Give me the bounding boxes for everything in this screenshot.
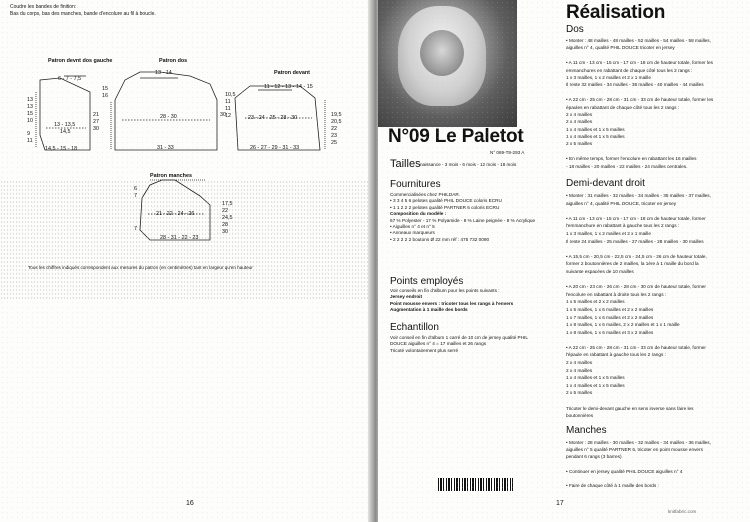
points-line: Jersey endroit bbox=[390, 294, 423, 300]
dim-label: 27 bbox=[93, 119, 99, 125]
dim-label: 28 bbox=[222, 222, 228, 228]
dim-label: 30 bbox=[220, 112, 226, 118]
pattern-dos-gauche-shape bbox=[40, 78, 90, 150]
dim-label: 13 - 14 bbox=[155, 70, 172, 76]
manches-instructions bbox=[566, 440, 711, 490]
manches-line: • Monter : 28 mailles - 30 mailles - 32 mailles - 34 mailles - 36 mailles, bbox=[566, 440, 711, 445]
demi-devant-line: • A 22 cm - 25 cm - 28 cm - 31 cm - 33 cm de hauteur totale, former bbox=[566, 344, 706, 350]
dim-label: 12 bbox=[225, 113, 231, 119]
points-line: Augmentation à 1 maille des bords bbox=[390, 307, 468, 313]
fournitures-list bbox=[390, 192, 535, 243]
demi-devant-line: 1 x 4 mailles et 1 x 5 mailles bbox=[566, 375, 625, 381]
fournitures-line: • 1 1 2 2 2 pelotes qualité PARTNER 6 coloris ECRU bbox=[390, 204, 500, 210]
baby-photo bbox=[378, 0, 517, 127]
dim-label: 10,5 bbox=[225, 92, 236, 98]
dos-line: épaules en rabattant de chaque côté tous les 2 rangs : bbox=[566, 104, 680, 110]
fournitures-line: • 2 2 2 2 2 boutons Ø 22 mm réf : 475 732 0090 bbox=[390, 236, 490, 242]
dim-label: 28 - 31 - 22 - 23 bbox=[160, 235, 199, 241]
pattern-note: Tous les chiffres indiqués correspondent aux mesures du patron (en centimètres) tant en largeur qu'en hauteur bbox=[28, 265, 253, 270]
dim-label: 11 bbox=[225, 106, 231, 112]
pattern-title-dos: Patron dos bbox=[159, 58, 188, 64]
points-list bbox=[390, 288, 513, 314]
dos-line: 2 x 5 mailles bbox=[566, 141, 593, 147]
tailles-title: Tailles bbox=[390, 158, 421, 170]
fournitures-line: 67 % Polyester - 17 % Polyamide - 8 % Laine peignée - 8 % Acrylique bbox=[390, 217, 536, 223]
dim-label: 20,5 bbox=[331, 119, 342, 125]
dim-label: 11 bbox=[225, 99, 231, 105]
demi-devant-line: • A 20 cm - 23 cm - 26 cm - 28 cm - 30 cm de hauteur totale, former bbox=[566, 284, 706, 290]
echantillon-line: Tricoté volontairement plus serré bbox=[390, 347, 459, 353]
realisation-title: Réalisation bbox=[566, 2, 666, 23]
dos-line: 1 x 4 mailles et 1 x 5 mailles bbox=[566, 134, 625, 140]
intro-line: Bas du corps, bas des manches, bande d'encolure au fil à boucle. bbox=[10, 11, 156, 17]
dim-label: 9 bbox=[27, 131, 30, 137]
dim-label: 16 bbox=[102, 93, 108, 99]
dim-label: 30 bbox=[93, 126, 99, 132]
demi-devant-line: l'épaule en rabattant à gauche tous les 2 rangs : bbox=[566, 352, 666, 358]
dim-label: 21 - 22 - 24 - 26 bbox=[156, 211, 195, 217]
demi-devant-line: Tricoter le demi-devant gauche en sens inverse sans faire les bbox=[566, 405, 694, 411]
echantillon-title: Echantillon bbox=[390, 322, 439, 333]
dim-label: 14,5 bbox=[60, 129, 71, 135]
demi-devant-instructions bbox=[566, 193, 711, 421]
demi-devant-line: boutonnières bbox=[566, 413, 594, 419]
dos-line bbox=[566, 149, 713, 156]
demi-devant-line: • A 11 cm - 13 cm - 15 cm - 17 cm - 18 cm de hauteur totale, former bbox=[566, 215, 706, 221]
pattern-manches-shape bbox=[140, 180, 210, 240]
dos-line: Il reste 32 mailles - 34 mailles - 38 mailles - 40 mailles - 44 mailles bbox=[566, 82, 704, 88]
demi-devant-line: 1 x 8 mailles, 1 x 6 mailles et 3 x 2 mailles bbox=[566, 329, 654, 335]
pattern-title-devant: Patron devant bbox=[274, 70, 310, 76]
photo-face bbox=[420, 30, 464, 76]
dim-label: 17,5 bbox=[222, 201, 233, 207]
fournitures-line: • Anneaux marqueurs bbox=[390, 230, 435, 236]
demi-devant-title: Demi-devant droit bbox=[566, 178, 645, 189]
echantillon-line: Voir conseil en fin d'album 1 carré de 10 cm de jersey qualité PHIL bbox=[390, 335, 528, 340]
demi-devant-line: • Monter : 31 mailles - 32 mailles - 34 mailles - 35 mailles - 37 mailles, bbox=[566, 193, 711, 198]
demi-devant-line: 1 x 3 mailles, 1 x 2 mailles et 2 x 1 maille bbox=[566, 230, 651, 236]
manches-line bbox=[566, 476, 711, 483]
demi-devant-line: 2 x 4 mailles bbox=[566, 360, 593, 366]
dim-label: 22 bbox=[331, 126, 337, 132]
dim-label: 13 bbox=[27, 104, 33, 110]
dos-line: 1 x 4 mailles et 1 x 5 mailles bbox=[566, 126, 625, 132]
dim-label: 14,5 - 15 - 18 bbox=[45, 146, 78, 152]
manches-line: • Continuer en jersey qualité PHIL DOUCE aiguilles n° 4 bbox=[566, 468, 683, 474]
dim-label: 10 bbox=[27, 118, 33, 124]
echantillon-list bbox=[390, 335, 528, 354]
dim-label: 23 bbox=[331, 133, 337, 139]
dos-line: 2 x 4 mailles bbox=[566, 119, 593, 125]
dim-label: 7 bbox=[134, 193, 137, 199]
dim-label: 15 bbox=[27, 111, 33, 117]
demi-devant-line: • A 15,5 cm - 20,5 cm - 22,5 cm - 24,5 cm - 26 cm de hauteur totale, bbox=[566, 253, 707, 259]
dos-title: Dos bbox=[566, 24, 584, 35]
dim-label: 13 - 13,5 bbox=[54, 122, 76, 128]
dim-label: 30 bbox=[222, 229, 228, 235]
demi-devant-line: 1 x 7 mailles, 1 x 6 mailles et 2 x 2 mailles bbox=[566, 314, 654, 320]
pattern-title-manches: Patron manches bbox=[150, 173, 192, 179]
dos-line: • A 22 cm - 25 cm - 28 cm - 31 cm - 33 cm de hauteur totale, former les bbox=[566, 97, 714, 103]
dim-label: 25 bbox=[331, 140, 337, 146]
demi-devant-line: l'encolure en rabattant à droite tous les 2 rangs : bbox=[566, 291, 667, 297]
manches-title: Manches bbox=[566, 425, 607, 436]
demi-devant-line: 1 x 4 mailles et 1 x 5 mailles bbox=[566, 382, 625, 388]
demi-devant-line: l'emmanchure en rabattant à gauche tous les 2 rangs : bbox=[566, 223, 680, 229]
demi-devant-line: aiguilles n° 4, qualité PHIL DOUCE, tricoter en jersey bbox=[566, 200, 677, 206]
manches-line: pendant 6 rangs (3 barres) bbox=[566, 454, 622, 460]
demi-devant-line bbox=[566, 398, 711, 406]
dim-label: 31 - 33 bbox=[157, 145, 174, 151]
dim-label: 24,5 bbox=[222, 215, 233, 221]
dim-label: 11 bbox=[27, 138, 33, 144]
page-number-right: 17 bbox=[556, 500, 564, 507]
manches-line: aiguilles n° 5 qualité PARTNER 6, tricoter en point mousse envers bbox=[566, 447, 703, 453]
dim-label: 13 bbox=[27, 97, 33, 103]
demi-devant-line: 1 x 5 mailles et 2 x 2 mailles bbox=[566, 299, 625, 305]
dos-line: aiguilles n° 4, qualité PHIL DOUCE tricoter en jersey bbox=[566, 45, 675, 51]
dim-label: 21 bbox=[93, 112, 99, 118]
dos-line: - 18 mailles - 20 mailles - 22 mailles - 24 mailles centrales. bbox=[566, 163, 688, 169]
watermark-text: knitfabric.com bbox=[668, 509, 697, 514]
fournitures-line: Composition du modèle : bbox=[390, 211, 447, 217]
demi-devant-line bbox=[566, 277, 711, 285]
dos-line bbox=[566, 90, 713, 97]
dos-line: emmanchures en rabattant de chaque côté tous les 2 rangs : bbox=[566, 67, 693, 73]
demi-devant-line: suivante espacées de 10 mailles bbox=[566, 268, 634, 274]
right-page bbox=[378, 0, 750, 522]
dim-label: 11 - 12 - 13 - 14 - 15 bbox=[264, 84, 313, 90]
dim-label: 19,5 bbox=[331, 112, 342, 118]
fournitures-title: Fournitures bbox=[390, 179, 441, 190]
fournitures-line: • Aiguilles n° 4 et n° 5 bbox=[390, 224, 435, 230]
left-page bbox=[0, 0, 372, 522]
page-number-left: 16 bbox=[186, 500, 194, 507]
demi-devant-line bbox=[566, 246, 711, 254]
manches-line bbox=[566, 462, 711, 469]
manches-line: • Faire de chaque côté à 1 maille des bords : bbox=[566, 483, 659, 489]
demi-devant-line: former 2 boutonnières de 2 mailles, la 1ère à 1 maille du bord la bbox=[566, 261, 699, 267]
dos-instructions bbox=[566, 38, 713, 171]
demi-devant-line: Il reste 24 mailles - 25 mailles - 27 mailles - 28 mailles - 30 mailles bbox=[566, 238, 704, 244]
dos-line bbox=[566, 53, 713, 60]
dos-line: • En même temps, former l'encolure en rabattant les 16 mailles bbox=[566, 156, 697, 162]
dim-label: 15 bbox=[102, 86, 108, 92]
dim-label: 6 bbox=[134, 186, 137, 192]
dim-label: 23 - 24 - 25 - 28 - 30 bbox=[248, 115, 298, 121]
model-reference: N° 069-T8-293 A bbox=[490, 150, 525, 155]
pattern-dos-shape bbox=[115, 72, 217, 150]
dos-line: 1 x 3 mailles, 1 x 2 mailles et 2 x 1 maille bbox=[566, 74, 651, 80]
dim-label: 6 - 7 - 7,5 bbox=[58, 76, 82, 82]
tailles-value: naissance - 3 mois - 6 mois - 12 mois - 18 mois bbox=[420, 162, 517, 167]
dim-label: 28 - 30 bbox=[160, 114, 177, 120]
demi-devant-line bbox=[566, 337, 711, 345]
fournitures-line: Commercialisées chez PHILDAR. bbox=[390, 192, 461, 197]
dos-line: • A 11 cm - 13 cm - 15 cm - 17 cm - 18 cm de hauteur totale, former les bbox=[566, 60, 713, 66]
demi-devant-line: 1 x 8 mailles, 1 x 6 mailles, 2 x 2 mailles et 1 x 1 maille bbox=[566, 322, 680, 328]
demi-devant-line: 1 x 5 mailles, 1 x 6 mailles et 2 x 2 mailles bbox=[566, 306, 654, 312]
points-title: Points employés bbox=[390, 276, 464, 287]
dim-label: 26 - 27 - 29 - 31 - 33 bbox=[250, 145, 300, 151]
pattern-title-dos-gauche: Patron devnt dos gauche bbox=[48, 58, 113, 64]
dos-line: • Monter : 48 mailles - 48 mailles - 52 mailles - 54 mailles - 58 mailles, bbox=[566, 38, 711, 43]
model-title: N°09 Le Paletot bbox=[388, 126, 524, 147]
echantillon-line: DOUCE aiguilles n° 4 = 17 mailles et 26 rangs bbox=[390, 341, 487, 347]
demi-devant-line: 2 x 5 mailles bbox=[566, 390, 593, 396]
dim-label: 7 bbox=[134, 226, 137, 232]
fournitures-line: • 3 3 4 5 6 pelotes qualité PHIL DOUCE coloris ECRU bbox=[390, 198, 502, 204]
demi-devant-line: 2 x 4 mailles bbox=[566, 367, 593, 373]
dim-label: 22 bbox=[222, 208, 228, 214]
intro-line: Coudre les bandes de finition: bbox=[10, 4, 77, 10]
dos-line: 2 x 4 mailles bbox=[566, 111, 593, 117]
demi-devant-line bbox=[566, 208, 711, 216]
points-line: Point mousse envers : tricoter tous les rangs à l'envers bbox=[390, 300, 514, 306]
points-line: Voir conseils en fin d'album pour les points suivants : bbox=[390, 288, 500, 293]
barcode bbox=[438, 478, 513, 491]
